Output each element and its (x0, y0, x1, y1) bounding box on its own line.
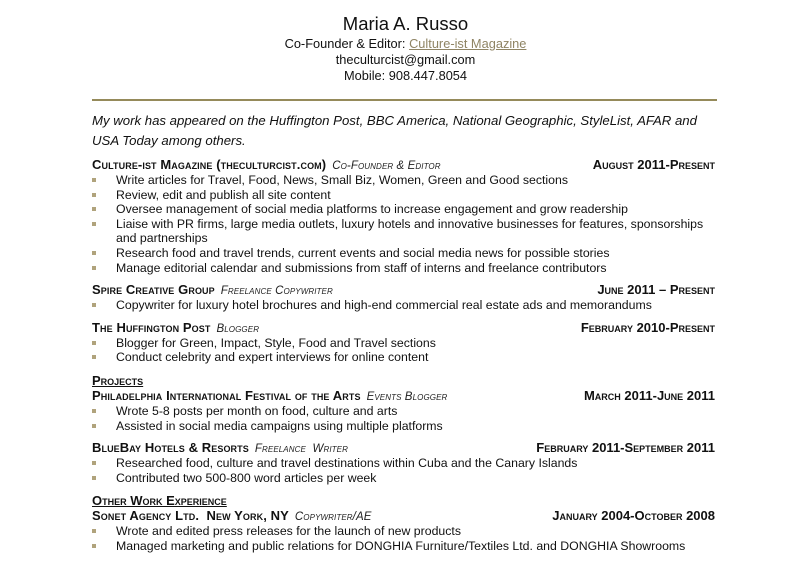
bullet-text: Write articles for Travel, Food, News, Small Biz, Women, Green and Good sections (116, 173, 568, 187)
organization-name: Sonet Agency Ltd. New York, NY (92, 508, 289, 524)
bullet-icon (92, 303, 96, 307)
list-item (92, 471, 715, 486)
bullet-text: Manage editorial calendar and submissions from staff of interns and freelance contributors (116, 260, 607, 275)
bullet-icon (92, 193, 96, 197)
candidate-title (0, 36, 811, 52)
date-range: March 2011-June 2011 (583, 387, 715, 403)
experience-entry (92, 320, 715, 365)
list-item (92, 404, 715, 419)
bullet-icon (92, 461, 96, 465)
bullet-icon (92, 529, 96, 533)
list-item (92, 456, 715, 471)
date-range: February 2011-September 2011 (536, 440, 715, 456)
list-item (92, 217, 715, 246)
bullet-icon (92, 409, 96, 413)
bullet-text: Blogger for Green, Impact, Style, Food and Travel sections (116, 335, 436, 350)
role: Freelance Copywriter (220, 285, 333, 298)
list-item (92, 336, 715, 351)
bullet-text: Contributed two 500-800 word articles per week (116, 470, 377, 485)
experience-entry (92, 157, 715, 275)
candidate-mobile: Mobile: 908.447.8054 (343, 68, 468, 83)
bullet-text: Oversee management of social media platforms to increase engagement and grow readership (116, 202, 628, 217)
organization (92, 508, 372, 523)
bullet-icon (92, 341, 96, 345)
summary-statement: My work has appeared on the Huffington Post, BBC America, National Geographic, StyleList, AFAR and USA Today among others. (92, 113, 697, 148)
organization-name: Culture-ist Magazine (theculturcist.com) (92, 157, 327, 172)
date-range: January 2004-October 2008 (552, 508, 715, 524)
bullet-icon (92, 476, 96, 480)
section-heading-other-experience: Other Work Experience (92, 493, 227, 509)
bullet-text: Research food and travel trends, current events and social media news for possible stories (116, 245, 610, 260)
bullet-text: Researched food, culture and travel destinations within Cuba and the Canary Islands (116, 456, 578, 471)
bullet-icon (92, 544, 96, 548)
list-item (92, 298, 715, 313)
date-range: June 2011 – Present (597, 282, 715, 298)
list-item (92, 539, 715, 554)
organization-name: Spire Creative Group (92, 282, 215, 298)
bullet-text: Wrote 5-8 posts per month on food, culture and arts (116, 403, 398, 418)
section-heading-projects: Projects (92, 372, 144, 388)
organization-name: The Huffington Post (92, 319, 211, 335)
role: Co-Founder & Editor (332, 160, 441, 172)
header-divider (92, 99, 717, 101)
list-item (92, 419, 715, 434)
bullet-icon (92, 222, 96, 226)
bullet-text: Copywriter for luxury hotel brochures and high-end commercial real estate ads and memorandums (116, 298, 652, 313)
role: Events Blogger (366, 390, 448, 403)
organization (92, 440, 348, 455)
bullet-icon (92, 355, 96, 359)
bullet-text: Assisted in social media campaigns using multiple platforms (116, 418, 443, 433)
list-item (92, 173, 715, 188)
bullet-list (92, 336, 715, 365)
organization-name: Philadelphia International Festival of the Arts (92, 387, 361, 403)
resume-body (92, 157, 715, 561)
organization (92, 282, 333, 297)
organization (92, 320, 259, 335)
bullet-icon (92, 178, 96, 182)
other-experience-entry (92, 508, 715, 553)
bullet-list (92, 173, 715, 275)
resume-header (0, 12, 811, 84)
bullet-icon (92, 424, 96, 428)
bullet-icon (92, 266, 96, 270)
candidate-email: theculturcist@gmail.com (335, 52, 476, 67)
bullet-text: Liaise with PR firms, large media outlets, luxury hotels and innovative businesses for features, sponsorships and partnerships (116, 216, 704, 246)
bullet-list (92, 524, 715, 553)
date-range: February 2010-Present (580, 319, 715, 335)
list-item (92, 261, 715, 276)
project-entry (92, 440, 715, 485)
bullet-text: Conduct celebrity and expert interviews for online content (116, 350, 429, 365)
culture-ist-link[interactable]: Culture-ist Magazine (409, 36, 527, 51)
bullet-text: Managed marketing and public relations for DONGHIA Furniture/Textiles Ltd. and DONGHIA Showrooms (116, 538, 686, 553)
bullet-text: Review, edit and publish all site content (116, 187, 331, 202)
bullet-icon (92, 207, 96, 211)
organization-name: BlueBay Hotels & Resorts (92, 440, 249, 456)
organization (92, 157, 441, 172)
role: Freelance Writer (254, 443, 348, 456)
bullet-list (92, 456, 715, 485)
bullet-text: Wrote and edited press releases for the launch of new products (116, 524, 461, 539)
title-prefix: Co-Founder & Editor: (284, 36, 410, 51)
date-range: August 2011-Present (592, 157, 715, 172)
list-item (92, 524, 715, 539)
experience-entry (92, 282, 715, 313)
bullet-icon (92, 251, 96, 255)
list-item (92, 202, 715, 217)
project-entry (92, 388, 715, 433)
role: Copywriter/AE (294, 511, 372, 524)
list-item (92, 188, 715, 203)
list-item (92, 246, 715, 261)
role: Blogger (216, 322, 260, 335)
bullet-list (92, 298, 715, 313)
bullet-list (92, 404, 715, 433)
organization (92, 388, 447, 403)
list-item (92, 350, 715, 365)
candidate-name: Maria A. Russo (342, 13, 469, 34)
